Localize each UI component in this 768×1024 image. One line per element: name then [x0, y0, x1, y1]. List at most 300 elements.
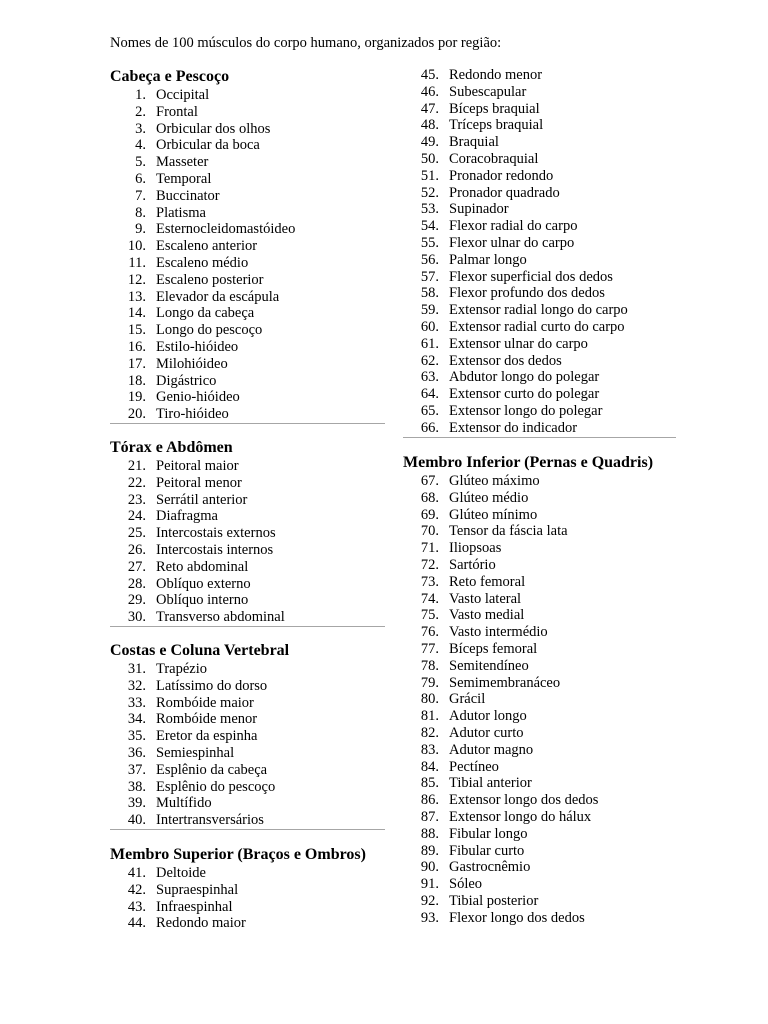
list-item-number: 71. — [420, 540, 439, 557]
list-item-number: 80. — [420, 691, 439, 708]
list-item — [403, 235, 676, 252]
list-item — [403, 353, 676, 370]
list-item-label: Flexor radial do carpo — [449, 218, 578, 235]
muscle-list — [110, 87, 385, 423]
list-item-number: 44. — [127, 915, 146, 932]
list-item-number: 21. — [127, 458, 146, 474]
list-item-label: Extensor radial curto do carpo — [449, 318, 625, 335]
list-item-label: Redondo maior — [156, 915, 246, 932]
list-item-label: Extensor dos dedos — [449, 352, 562, 369]
list-item — [403, 168, 676, 185]
list-item-label: Tibial anterior — [449, 775, 532, 792]
list-item-label: Reto femoral — [449, 573, 526, 590]
list-item — [403, 67, 676, 84]
list-item-number: 74. — [420, 590, 439, 607]
list-item-number: 34. — [127, 711, 146, 728]
list-item-label: Sartório — [449, 556, 496, 573]
section-upper-limb — [110, 845, 385, 932]
list-item-number: 54. — [420, 218, 439, 235]
list-item — [110, 221, 385, 238]
list-item-number: 24. — [127, 508, 146, 525]
list-item-number: 91. — [420, 876, 439, 893]
list-item-number: 36. — [127, 744, 146, 761]
list-item — [110, 865, 385, 882]
list-item — [110, 205, 385, 222]
list-item-number: 64. — [420, 386, 439, 403]
list-item-number: 73. — [420, 573, 439, 590]
list-item-label: Grácil — [449, 691, 486, 708]
list-item — [110, 137, 385, 154]
list-item-label: Eretor da espinha — [156, 728, 258, 745]
list-item-number: 45. — [420, 67, 439, 83]
list-item — [403, 540, 676, 557]
list-item — [403, 302, 676, 319]
list-item-number: 23. — [127, 491, 146, 508]
list-item-number: 86. — [420, 792, 439, 809]
list-item — [403, 792, 676, 809]
list-item-number: 30. — [127, 609, 146, 626]
list-item-number: 88. — [420, 825, 439, 842]
list-item-number: 33. — [127, 694, 146, 711]
list-item-number: 3. — [135, 120, 146, 137]
list-item — [403, 523, 676, 540]
list-item — [110, 475, 385, 492]
list-item-label: Orbicular dos olhos — [156, 120, 271, 137]
list-item-number: 68. — [420, 489, 439, 506]
list-item-number: 42. — [127, 881, 146, 898]
list-item — [110, 339, 385, 356]
list-item — [110, 899, 385, 916]
list-item-number: 85. — [420, 775, 439, 792]
section-divider — [110, 626, 385, 627]
list-item-number: 48. — [420, 117, 439, 134]
muscle-list — [110, 661, 385, 829]
list-item-label: Braquial — [449, 134, 499, 151]
list-item-label: Oblíquo interno — [156, 592, 249, 609]
list-item-number: 52. — [420, 184, 439, 201]
list-item-label: Escaleno posterior — [156, 271, 264, 288]
muscle-list — [403, 473, 676, 927]
list-item — [110, 255, 385, 272]
list-item-number: 58. — [420, 285, 439, 302]
list-item-label: Semiespinhal — [156, 744, 235, 761]
list-item — [110, 389, 385, 406]
list-item-label: Estilo-hióideo — [156, 338, 239, 355]
list-item-number: 78. — [420, 657, 439, 674]
list-item-label: Transverso abdominal — [156, 609, 285, 626]
list-item — [403, 185, 676, 202]
list-item — [110, 745, 385, 762]
list-item — [110, 87, 385, 104]
list-item — [110, 508, 385, 525]
list-item-number: 50. — [420, 150, 439, 167]
list-item-number: 28. — [127, 575, 146, 592]
list-item-number: 43. — [127, 898, 146, 915]
list-item — [110, 406, 385, 423]
list-item — [110, 711, 385, 728]
list-item-number: 60. — [420, 318, 439, 335]
list-item — [403, 859, 676, 876]
list-item-number: 6. — [135, 170, 146, 187]
list-item — [403, 386, 676, 403]
section-divider — [110, 829, 385, 830]
section-title: Membro Superior (Braços e Ombros) — [110, 846, 366, 863]
list-item-label: Tiro-hióideo — [156, 406, 229, 423]
list-item — [110, 171, 385, 188]
list-item-number: 49. — [420, 134, 439, 151]
list-item-label: Abdutor longo do polegar — [449, 369, 600, 386]
list-item-number: 26. — [127, 541, 146, 558]
list-item — [403, 574, 676, 591]
list-item-number: 76. — [420, 624, 439, 641]
list-item-label: Longo da cabeça — [156, 305, 255, 322]
section-lower-limb — [403, 453, 676, 927]
list-item-label: Intertransversários — [156, 812, 264, 829]
list-item-number: 37. — [127, 761, 146, 778]
list-item-number: 22. — [127, 474, 146, 491]
list-item — [403, 876, 676, 893]
list-item-label: Deltoide — [156, 865, 206, 881]
list-item-number: 66. — [420, 419, 439, 436]
list-item-label: Buccinator — [156, 187, 220, 204]
list-item-number: 40. — [127, 812, 146, 829]
list-item — [403, 809, 676, 826]
document-intro: Nomes de 100 músculos do corpo humano, organizados por região: — [110, 35, 502, 51]
list-item-label: Peitoral maior — [156, 458, 239, 474]
list-item-number: 92. — [420, 892, 439, 909]
list-item — [110, 576, 385, 593]
list-item — [110, 542, 385, 559]
list-item-number: 16. — [127, 338, 146, 355]
list-item-number: 79. — [420, 674, 439, 691]
list-item — [110, 238, 385, 255]
list-item — [110, 322, 385, 339]
list-item-label: Escaleno anterior — [156, 238, 258, 255]
list-item-label: Intercostais internos — [156, 541, 274, 558]
list-item — [403, 607, 676, 624]
section-title: Cabeça e Pescoço — [110, 68, 230, 85]
list-item — [110, 795, 385, 812]
list-item-label: Latíssimo do dorso — [156, 677, 268, 694]
list-item-number: 63. — [420, 369, 439, 386]
list-item-number: 14. — [127, 305, 146, 322]
list-item-number: 56. — [420, 251, 439, 268]
list-item — [403, 218, 676, 235]
list-item-label: Flexor profundo dos dedos — [449, 285, 605, 302]
list-item-label: Digástrico — [156, 372, 217, 389]
list-item-label: Pectíneo — [449, 758, 499, 775]
section-divider — [403, 437, 676, 438]
list-item — [403, 285, 676, 302]
list-item-label: Bíceps braquial — [449, 100, 540, 117]
list-item — [403, 507, 676, 524]
list-item-label: Frontal — [156, 103, 198, 120]
list-item-label: Fibular curto — [449, 842, 525, 859]
list-item-number: 82. — [420, 724, 439, 741]
list-item-label: Escaleno médio — [156, 254, 249, 271]
list-item-label: Coracobraquial — [449, 150, 539, 167]
list-item — [403, 420, 676, 437]
list-item — [110, 609, 385, 626]
list-item-number: 70. — [420, 523, 439, 540]
list-item-number: 18. — [127, 372, 146, 389]
section-back-spine — [110, 641, 385, 829]
list-item-label: Flexor longo dos dedos — [449, 909, 585, 926]
list-item — [403, 134, 676, 151]
list-item-label: Tibial posterior — [449, 892, 539, 909]
list-item — [110, 592, 385, 609]
list-item-number: 39. — [127, 795, 146, 812]
list-item-number: 55. — [420, 234, 439, 251]
list-item — [110, 882, 385, 899]
section-head-neck — [110, 67, 385, 423]
list-item-label: Vasto intermédio — [449, 624, 548, 641]
list-item-number: 53. — [420, 201, 439, 218]
list-item-number: 20. — [127, 406, 146, 423]
list-item-number: 51. — [420, 167, 439, 184]
list-item-label: Vasto lateral — [449, 590, 522, 607]
list-item — [110, 728, 385, 745]
list-item — [403, 641, 676, 658]
list-item-number: 84. — [420, 758, 439, 775]
list-item-label: Vasto medial — [449, 607, 525, 624]
list-item-number: 57. — [420, 268, 439, 285]
list-item-number: 67. — [420, 473, 439, 489]
list-item-label: Sóleo — [449, 876, 483, 893]
list-item-number: 19. — [127, 389, 146, 406]
list-item-label: Rombóide maior — [156, 694, 254, 711]
list-item — [110, 525, 385, 542]
list-item — [110, 272, 385, 289]
list-item-number: 47. — [420, 100, 439, 117]
list-item — [403, 759, 676, 776]
list-item — [403, 117, 676, 134]
list-item-number: 7. — [135, 187, 146, 204]
list-item-label: Supraespinhal — [156, 881, 239, 898]
list-item-label: Glúteo máximo — [449, 473, 540, 489]
list-item-label: Semimembranáceo — [449, 674, 561, 691]
list-item-number: 69. — [420, 506, 439, 523]
list-item — [403, 369, 676, 386]
list-item-label: Temporal — [156, 170, 212, 187]
section-title: Costas e Coluna Vertebral — [110, 642, 290, 659]
list-item-number: 65. — [420, 402, 439, 419]
list-item — [403, 269, 676, 286]
list-item — [403, 708, 676, 725]
list-item-label: Extensor longo do polegar — [449, 402, 603, 419]
list-item — [403, 775, 676, 792]
list-item-label: Fibular longo — [449, 825, 528, 842]
section-divider — [110, 423, 385, 424]
section-title: Membro Inferior (Pernas e Quadris) — [403, 454, 654, 471]
list-item-number: 27. — [127, 558, 146, 575]
list-item — [110, 121, 385, 138]
list-item-label: Extensor longo do hálux — [449, 808, 592, 825]
list-item — [403, 201, 676, 218]
list-item-label: Elevador da escápula — [156, 288, 280, 305]
list-item-label: Serrátil anterior — [156, 491, 248, 508]
list-item-label: Extensor do indicador — [449, 419, 578, 436]
list-item-number: 1. — [135, 87, 146, 103]
list-item — [110, 678, 385, 695]
list-item-label: Esternocleidomastóideo — [156, 221, 296, 238]
list-item-number: 12. — [127, 271, 146, 288]
list-item — [110, 661, 385, 678]
list-item-number: 25. — [127, 525, 146, 542]
list-item-label: Platisma — [156, 204, 206, 221]
list-item-label: Extensor ulnar do carpo — [449, 335, 588, 352]
list-item — [403, 742, 676, 759]
list-item-label: Adutor longo — [449, 708, 527, 725]
list-item-label: Redondo menor — [449, 67, 543, 83]
list-item — [403, 84, 676, 101]
list-item — [403, 151, 676, 168]
list-item — [403, 557, 676, 574]
list-item — [110, 373, 385, 390]
list-item-label: Esplênio do pescoço — [156, 778, 276, 795]
list-item — [403, 624, 676, 641]
muscle-list — [403, 67, 676, 437]
list-item-label: Palmar longo — [449, 251, 527, 268]
section-title: Tórax e Abdômen — [110, 439, 233, 456]
list-item-number: 35. — [127, 728, 146, 745]
list-item — [110, 812, 385, 829]
list-item — [403, 725, 676, 742]
list-item — [403, 893, 676, 910]
list-item — [403, 658, 676, 675]
list-item-label: Flexor superficial dos dedos — [449, 268, 613, 285]
list-item — [403, 843, 676, 860]
list-item-label: Bíceps femoral — [449, 640, 538, 657]
list-item-number: 15. — [127, 322, 146, 339]
list-item-number: 59. — [420, 302, 439, 319]
list-item-label: Masseter — [156, 154, 209, 171]
list-item-number: 4. — [135, 137, 146, 154]
list-item-number: 41. — [127, 865, 146, 881]
list-item-number: 17. — [127, 355, 146, 372]
list-item-label: Reto abdominal — [156, 558, 249, 575]
list-item-label: Infraespinhal — [156, 898, 233, 915]
list-item-number: 32. — [127, 677, 146, 694]
list-item-number: 13. — [127, 288, 146, 305]
list-item-label: Extensor radial longo do carpo — [449, 302, 628, 319]
list-item-number: 29. — [127, 592, 146, 609]
list-item-label: Rombóide menor — [156, 711, 258, 728]
list-item — [403, 675, 676, 692]
section-thorax-abdomen — [110, 438, 385, 626]
list-item-label: Oblíquo externo — [156, 575, 251, 592]
list-item — [110, 762, 385, 779]
list-item-label: Milohióideo — [156, 355, 228, 372]
list-item — [403, 101, 676, 118]
list-item-label: Multífido — [156, 795, 212, 812]
list-item-label: Adutor curto — [449, 724, 524, 741]
list-item-number: 61. — [420, 335, 439, 352]
list-item-number: 9. — [135, 221, 146, 238]
list-item-label: Semitendíneo — [449, 657, 529, 674]
list-item — [110, 104, 385, 121]
list-item — [110, 492, 385, 509]
list-item — [110, 305, 385, 322]
list-item — [403, 403, 676, 420]
list-item-number: 72. — [420, 556, 439, 573]
list-item — [403, 591, 676, 608]
list-item-label: Adutor magno — [449, 741, 534, 758]
list-item-number: 90. — [420, 859, 439, 876]
list-item — [110, 356, 385, 373]
list-item-label: Pronador redondo — [449, 167, 554, 184]
list-item-number: 2. — [135, 103, 146, 120]
list-item-label: Glúteo médio — [449, 489, 529, 506]
list-item-label: Subescapular — [449, 83, 527, 100]
list-item — [110, 154, 385, 171]
list-item — [110, 915, 385, 932]
list-item — [110, 188, 385, 205]
list-item — [110, 559, 385, 576]
list-item — [110, 458, 385, 475]
list-item-label: Orbicular da boca — [156, 137, 260, 154]
list-item-label: Esplênio da cabeça — [156, 761, 268, 778]
list-item-number: 11. — [128, 254, 146, 271]
list-item — [403, 336, 676, 353]
list-item-number: 10. — [127, 238, 146, 255]
list-item-label: Gastrocnêmio — [449, 859, 531, 876]
list-item — [403, 490, 676, 507]
list-item-label: Tríceps braquial — [449, 117, 544, 134]
list-item-number: 75. — [420, 607, 439, 624]
list-item — [403, 252, 676, 269]
section-upper-limb-continued — [403, 67, 676, 437]
list-item-label: Diafragma — [156, 508, 218, 525]
list-item-label: Genio-hióideo — [156, 389, 240, 406]
list-item-label: Extensor curto do polegar — [449, 386, 600, 403]
list-item — [110, 289, 385, 306]
list-item-number: 8. — [135, 204, 146, 221]
list-item-number: 46. — [420, 83, 439, 100]
list-item-number: 31. — [127, 661, 146, 677]
list-item-number: 87. — [420, 808, 439, 825]
list-item-label: Longo do pescoço — [156, 322, 263, 339]
list-item-label: Intercostais externos — [156, 525, 276, 542]
list-item — [403, 473, 676, 490]
list-item — [110, 695, 385, 712]
muscle-list — [110, 865, 385, 932]
list-item-number: 83. — [420, 741, 439, 758]
list-item-label: Supinador — [449, 201, 509, 218]
list-item-label: Trapézio — [156, 661, 208, 677]
list-item-number: 62. — [420, 352, 439, 369]
list-item-label: Peitoral menor — [156, 474, 242, 491]
list-item-label: Tensor da fáscia lata — [449, 523, 568, 540]
list-item — [403, 910, 676, 927]
list-item-label: Glúteo mínimo — [449, 506, 538, 523]
list-item-label: Flexor ulnar do carpo — [449, 234, 575, 251]
list-item-number: 5. — [135, 154, 146, 171]
list-item-number: 89. — [420, 842, 439, 859]
muscle-list — [110, 458, 385, 626]
list-item-label: Iliopsoas — [449, 540, 502, 557]
list-item-number: 38. — [127, 778, 146, 795]
list-item-label: Occipital — [156, 87, 210, 103]
list-item-number: 81. — [420, 708, 439, 725]
list-item — [110, 779, 385, 796]
list-item — [403, 691, 676, 708]
list-item-label: Pronador quadrado — [449, 184, 560, 201]
list-item — [403, 319, 676, 336]
list-item-number: 93. — [420, 909, 439, 926]
list-item-number: 77. — [420, 640, 439, 657]
list-item-label: Extensor longo dos dedos — [449, 792, 599, 809]
